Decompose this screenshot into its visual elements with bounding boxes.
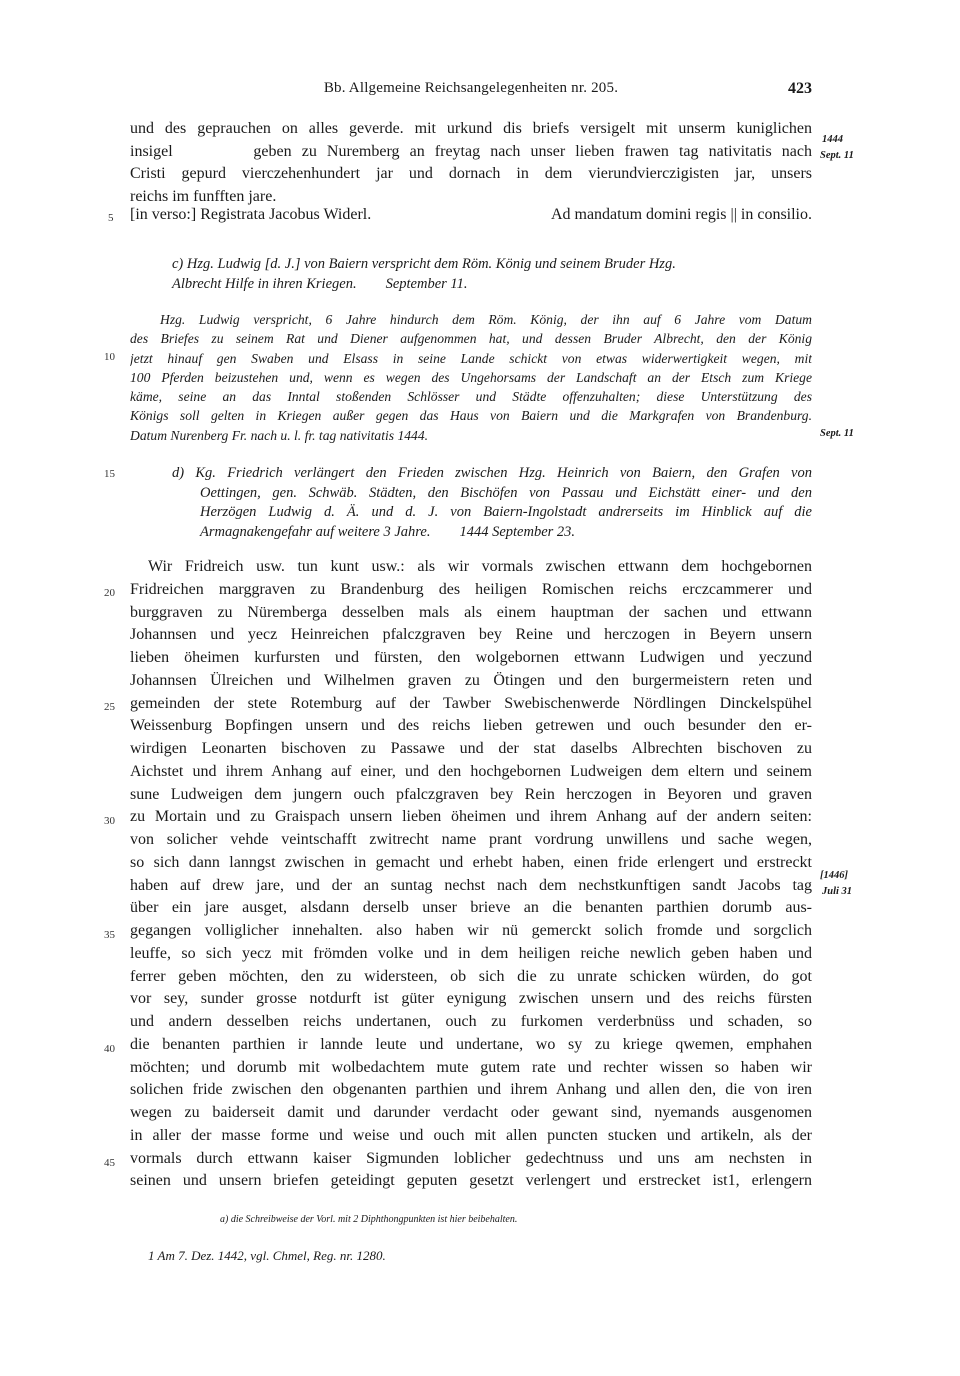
text-line: Wir Fridreich usw. tun kunt usw.: als wir vormals zwischen ettwann dem hochgebornen: [148, 558, 812, 575]
regest-line: Datum Nurenberg Fr. nach u. l. fr. tag nativitatis 1444.: [130, 427, 429, 443]
line-number: 30: [104, 815, 115, 827]
regest-line: jetzt hinauf gen Swaben und Elsass in seine Lande schickt von etwas widerwertigkeit wegen, mit: [130, 350, 812, 366]
line-number: 40: [104, 1043, 115, 1055]
line-number: 15: [104, 468, 115, 480]
text-line: über ein jare ausget, alsdann derselb unser brieve an die benanten parthien dorumb aus-: [130, 899, 812, 917]
heading-line: Oettingen, gen. Schwäb. Städten, den Bischöfen von Passau und Eichstätt einer- und den: [200, 484, 812, 501]
margin-date: Sept. 11: [820, 150, 854, 161]
text-line: und des geprauchen on alles geverde. mit urkund dis briefs versigelt mit unserm kuniglichen: [130, 120, 812, 137]
text-line: vormals durch ettwann kaiser Sigmunden loblicher gedechtnuss und uns am nechsten in: [130, 1149, 812, 1167]
text-line: Johannsen und yecz Heinreichen pfalczgraven bey Reine und herczogen in Beyern unsern: [130, 626, 812, 644]
main-text: [130, 556, 812, 1193]
text-line: von solicher vehde veintschafft zwitrecht name prant vordrung unwillens und sache wegen,: [130, 831, 812, 848]
section-c-regest: [130, 310, 812, 445]
line-number: 5: [108, 212, 114, 224]
registrata-line: [130, 206, 812, 228]
text-line: seinen und unsern briefen geteidingt geputen gesetzt verlengert und erstrecket ist1, erlengern: [130, 1172, 812, 1190]
line-number: 25: [104, 701, 115, 713]
text-line: insigel geben zu Nuremberg an freytag nach unser lieben frawen tag nativitatis nach: [130, 142, 812, 160]
line-number-column: [98, 0, 122, 1376]
heading-line: d) Kg. Friedrich verlängert den Frieden zwischen Hzg. Heinrich von Baiern, den Grafen von: [172, 465, 812, 481]
heading-line: Albrecht Hilfe in ihren Kriegen. September 11.: [172, 275, 468, 292]
footnote-1: 1 Am 7. Dez. 1442, vgl. Chmel, Reg. nr. 1280.: [148, 1248, 386, 1263]
regest-line: Königs soll gelten in Kriegen außer gegen das Haus von Baiern und die Markgrafen von Brandenburg.: [130, 408, 812, 424]
margin-date: Juli 31: [822, 886, 853, 897]
text-line: in aller der masse forme und weise und ouch mit allen puncten stucken und artikeln, als der: [130, 1126, 812, 1144]
text-line: reichs im funfften jare.: [130, 187, 277, 205]
text-line: vor sey, sunder grosse notdurft ist güter eynigung zwischen unsern und des reichs fürsten: [130, 990, 812, 1008]
text-line: gegangen volliglicher innehalten. also haben wir nü gemerckt solich fromde und sorgclich: [130, 922, 812, 939]
margin-notes: [820, 0, 880, 1376]
text-line: Johannsen Ülreichen und Wilhelmen graven zu Ötingen und den burgermeistern reten und: [130, 671, 812, 689]
text-line: Aichstet und ihrem Anhang auf einer, und den hochgebornen Ludweigen dem eltern und seinem: [130, 762, 812, 780]
text-line: möchten; und dorumb mit wolbedachtem mute gutem rate und rechter wissen so haben wir: [130, 1058, 812, 1076]
text-line: die benanten parthien ir lannde leute und undertane, wo sy zu kriege qwemen, emphahen: [130, 1035, 812, 1053]
running-head: Bb. Allgemeine Reichsangelegenheiten nr. 205.: [323, 80, 619, 96]
page-number: 423: [788, 80, 812, 97]
line-number: 20: [104, 587, 115, 599]
text-line: leuffe, so sich yecz mit frömden volke und in dem heiligen reiche newlich geben haben und: [130, 944, 812, 962]
regest-line: des Briefes zu seinem Rat und Diener aufgenommen hat, und dessen Bruder Albrecht, den der König: [130, 331, 812, 347]
text-line: so sich dann lanngst zwischen in gemacht und erhebt haben, einen fride erlengert und erstreckt: [130, 853, 812, 871]
section-c-heading: [130, 255, 812, 294]
text-line: burggraven zu Nüremberga desselben mals als einem hauptman der sachen und ettwann: [130, 603, 812, 621]
registrata-note: [in verso:] Registrata Jacobus Widerl.: [130, 206, 372, 223]
heading-line: Armagnakengefahr auf weitere 3 Jahre. 1444 September 23.: [200, 523, 576, 540]
line-number: 10: [104, 351, 115, 363]
top-paragraph: [130, 118, 812, 208]
line-number: 45: [104, 1157, 115, 1169]
text-line: und andern desselben reichs undertanen, ouch zu furkomen verderbnüss und schaden, so: [130, 1013, 812, 1030]
margin-date: Sept. 11: [820, 428, 854, 439]
text-line: Cristi gepurd vierczehenhundert jar und dornach in dem vierundvierczigisten jar, unsers: [130, 165, 812, 183]
text-line: gemeinden der stete Rotemburg auf der Tawber Swebischenwerde Nördlingen Dinckelspühel: [130, 694, 812, 712]
mandate-note: Ad mandatum domini regis || in consilio.: [550, 206, 812, 223]
text-line: wirdigen Leonarten bischoven zu Passawe und der stat daselbs Albrechten bischoven zu: [130, 740, 812, 757]
margin-year: [1446]: [820, 870, 848, 881]
text-line: Fridreichen marggraven zu Brandenburg des heiligen Romischen reichs erczcammerer und: [130, 580, 812, 598]
regest-line: käme, seine an das Inntal stoßenden Schlösser und Städte offenzuhalten; diese Unterstützung des: [130, 389, 812, 405]
section-d-heading: [130, 464, 812, 542]
heading-line: c) Hzg. Ludwig [d. J.] von Baiern verspricht dem Röm. König und seinem Bruder Hzg.: [172, 256, 676, 272]
text-line: sune Ludweigen dem jungern ouch pfalczgraven bey Rein herczogen in Beyoren und graven: [130, 785, 812, 803]
regest-line: 100 Pferden beizustehen und, wenn es wegen des Ungehorsams der Landschaft an der Etsch zum Kriege: [130, 369, 812, 385]
text-line: lieben öheimen kurfursten und fürsten, den wolgebornen ettwann Ludwigen und yeczund: [130, 649, 812, 666]
text-line: Weissenburg Bopfingen unsern und des reichs lieben getrewen und ouch besunder den er-: [130, 717, 812, 735]
text-line: solichen fride zwischen den obgenanten parthien und ihrem Anhang und allen den, die von iren: [130, 1081, 812, 1099]
text-line: zu Mortain und zu Graispach unsern lieben öheimen und ihrem Anhang auf der andern seiten:: [130, 808, 812, 826]
margin-year: 1444: [822, 134, 843, 145]
text-line: ferrer geben möchten, den zu widersteen, ob sich die zu unrate schicken würden, do got: [130, 967, 812, 985]
heading-line: Herzögen Ludwig d. Ä. und d. J. von Baiern-Ingolstadt andrerseits im Hinblick auf die: [200, 504, 812, 520]
text-line: wegen zu baiderseit damit und darunder verdacht oder gewant sind, nyemands ausgenomen: [130, 1104, 812, 1121]
line-number: 35: [104, 929, 115, 941]
text-line: haben auf drew jare, und der an suntag nechst nach dem nechstkunftigen sandt Jacobs tag: [130, 876, 812, 894]
regest-line: Hzg. Ludwig verspricht, 6 Jahre hindurch dem Röm. König, der ihn auf 6 Jahre vom Datum: [160, 312, 812, 327]
footnote-a: a) die Schreibweise der Vorl. mit 2 Diphthongpunkten ist hier beibehalten.: [220, 1214, 518, 1225]
page-header: [130, 80, 812, 102]
